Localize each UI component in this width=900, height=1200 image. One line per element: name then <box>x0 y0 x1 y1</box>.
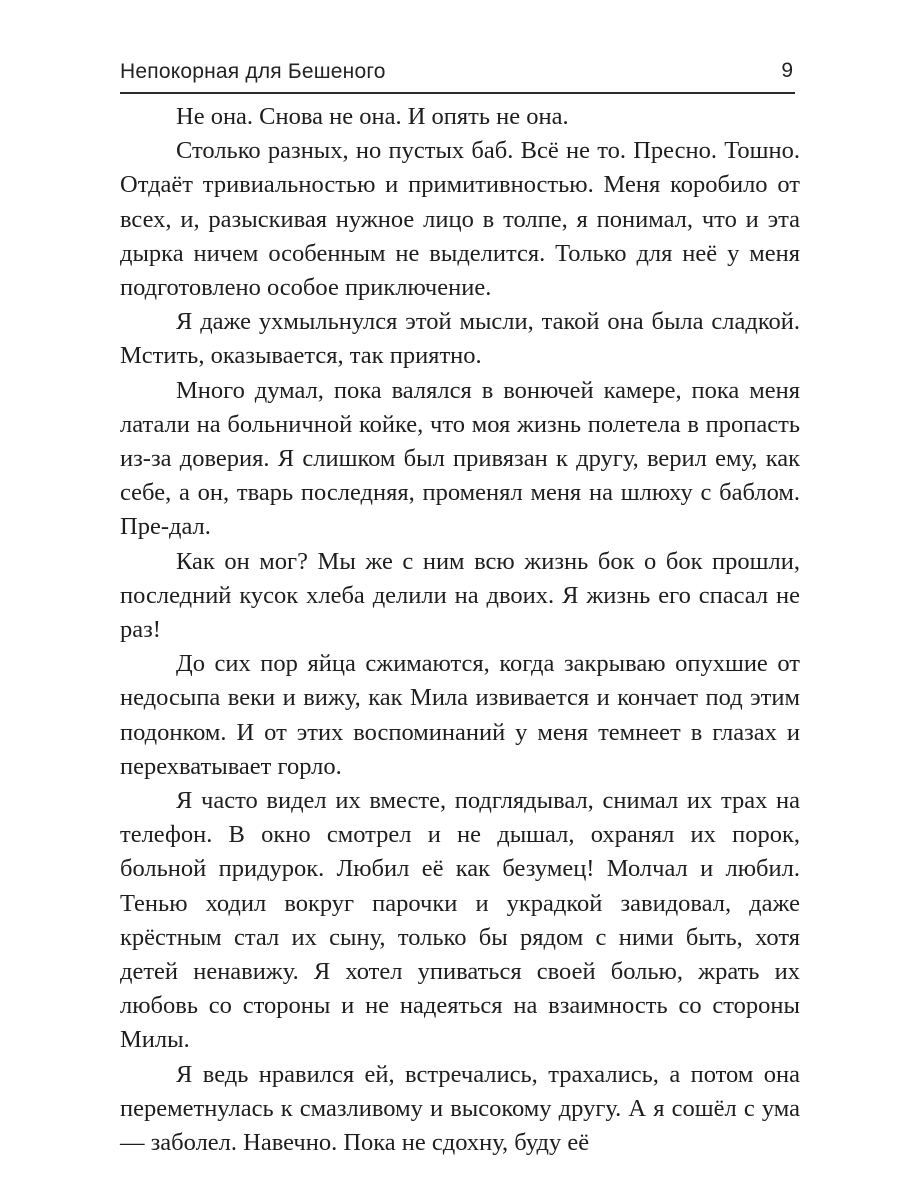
paragraph: Столько разных, но пустых баб. Всё не то. Пресно. Тошно. Отдаёт тривиальностью и примитивностью. Меня коробило от всех, и, разыскивая нужное лицо в толпе, я понимал, что и эта дырка ничем особенным не выделится. Только для неё у меня подготовлено особое приключение. <box>120 137 800 302</box>
page-number: 9 <box>781 59 793 82</box>
paragraph: Как он мог? Мы же с ним всю жизнь бок о бок прошли, последний кусок хлеба делили на двоих. Я жизнь его спасал не раз! <box>120 547 800 644</box>
paragraph: Я ведь нравился ей, встречались, трахались, а потом она переметнулась к смазливому и высокому другу. А я сошёл с ума — заболел. Навечно. Пока не сдохну, буду её <box>120 1060 800 1157</box>
running-title: Непокорная для Бешеного <box>120 60 386 83</box>
paragraph: Я часто видел их вместе, подглядывал, снимал их трах на телефон. В окно смотрел и не дышал, охранял их порок, больной придурок. Любил её как безумец! Молчал и любил. Тенью ходил вокруг парочки и украдкой завидовал, даже крёстным стал их сыну, только бы рядом с ними быть, хотя детей ненавижу. Я хотел упиваться своей болью, жрать их любовь со стороны и не надеяться на взаимность со стороны Милы. <box>120 787 800 1054</box>
paragraph: Не она. Снова не она. И опять не она. <box>176 103 569 130</box>
running-head <box>120 54 795 94</box>
paragraph: Много думал, пока валялся в вонючей камере, пока меня латали на больничной койке, что моя жизнь полетела в пропасть из-за доверия. Я слишком был привязан к другу, верил ему, как себе, а он, тварь последняя, променял меня на шлюху с баблом. Пре-дал. <box>120 376 800 541</box>
paragraph: До сих пор яйца сжимаются, когда закрываю опухшие от недосыпа веки и вижу, как Мила извивается и кончает под этим подонком. И от этих воспоминаний у меня темнеет в глазах и перехватывает горло. <box>120 650 800 780</box>
paragraph: Я даже ухмыльнулся этой мысли, такой она была сладкой. Мстить, оказывается, так приятно. <box>120 308 800 370</box>
body-text <box>120 100 800 1160</box>
